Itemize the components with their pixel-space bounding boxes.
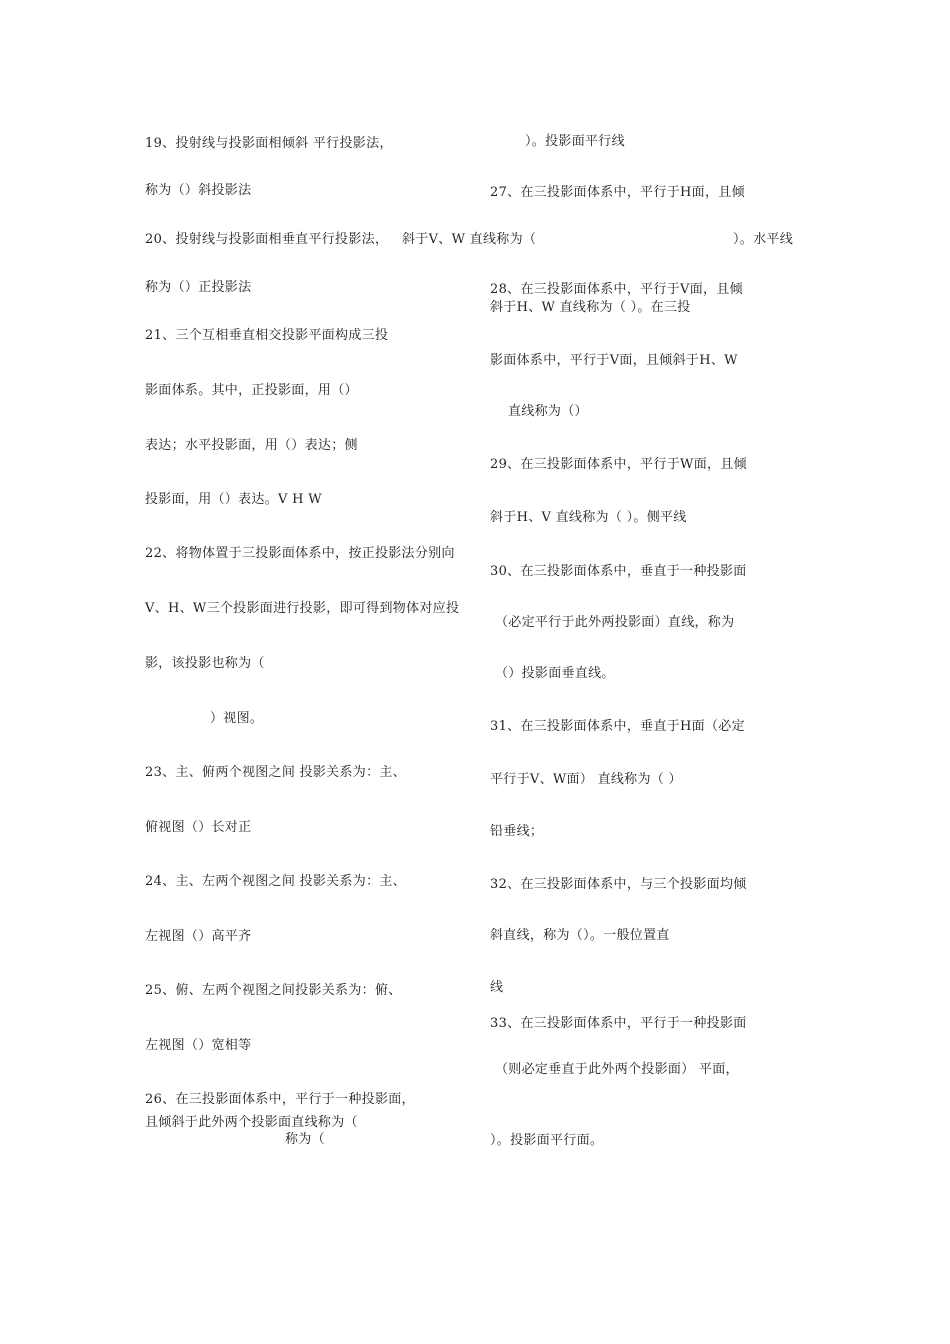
text-line: ）。水平线 (733, 232, 794, 247)
text-line: 影，该投影也称为（ (145, 656, 265, 671)
text-line: 28、在三投影面体系中，平行于V面，且倾 (490, 282, 743, 297)
text-line: 斜于V、W 直线称为（ (402, 232, 537, 247)
text-line: 26、在三投影面体系中，平行于一种投影面， (145, 1092, 415, 1107)
text-line: 俯视图（）长对正 (145, 820, 252, 835)
text-line: 斜直线，称为（）。一般位置直 (490, 928, 670, 943)
text-line: 影面体系。其中，正投影面，用（） (145, 383, 358, 398)
text-line: 平行于V、W面） 直线称为（ ） (490, 772, 682, 787)
text-line: 21、三个互相垂直相交投影平面构成三投 (145, 328, 389, 343)
text-line: 27、在三投影面体系中，平行于H面，且倾 (490, 185, 745, 200)
text-line: 32、在三投影面体系中，与三个投影面均倾 (490, 877, 747, 892)
text-line: 线 (490, 980, 504, 995)
text-line: 称为（）正投影法 (145, 280, 252, 295)
text-line: （则必定垂直于此外两个投影面） 平面， (495, 1062, 739, 1077)
text-line: 24、主、左两个视图之间 投影关系为：主、 (145, 874, 406, 889)
text-line: 左视图（）高平齐 (145, 929, 252, 944)
text-line: ）视图。 (210, 711, 264, 726)
text-line: 影面体系中，平行于V面，且倾斜于H、W (490, 353, 738, 368)
text-line: 23、主、俯两个视图之间 投影关系为：主、 (145, 765, 406, 780)
text-line: 称为（ (285, 1132, 325, 1147)
text-line: 左视图（）宽相等 (145, 1038, 252, 1053)
text-line: 直线称为（） (508, 404, 588, 419)
text-line: 22、将物体置于三投影面体系中，按正投影法分别向 (145, 546, 455, 561)
text-line: ）。投影面平行线 (525, 134, 625, 149)
text-line: ）。投影面平行面。 (490, 1133, 604, 1148)
text-line: 称为（）斜投影法 (145, 183, 252, 198)
text-line: 表达；水平投影面，用（）表达；侧 (145, 438, 358, 453)
text-line: 投影面，用（）表达。V H W (145, 492, 322, 507)
text-line: 且倾斜于此外两个投影面直线称为（ (145, 1115, 358, 1130)
text-line: 19、投射线与投影面相倾斜 平行投影法， (145, 136, 393, 151)
text-line: （必定平行于此外两投影面）直线，称为 (495, 615, 735, 630)
text-line: V、H、W三个投影面进行投影，即可得到物体对应投 (145, 601, 460, 616)
text-line: 25、俯、左两个视图之间投影关系为：俯、 (145, 983, 402, 998)
text-line: 20、投射线与投影面相垂直平行投影法， (145, 232, 389, 247)
text-line: 斜于H、V 直线称为（ ）。侧平线 (490, 510, 687, 525)
text-line: 29、在三投影面体系中，平行于W面，且倾 (490, 457, 747, 472)
text-line: 33、在三投影面体系中，平行于一种投影面 (490, 1016, 747, 1031)
text-line: 斜于H、W 直线称为（ ）。在三投 (490, 300, 691, 315)
text-line: 铅垂线； (490, 824, 544, 839)
text-line: 30、在三投影面体系中，垂直于一种投影面 (490, 564, 747, 579)
text-line: （）投影面垂直线。 (495, 666, 615, 681)
text-line: 31、在三投影面体系中，垂直于H面（必定 (490, 719, 745, 734)
